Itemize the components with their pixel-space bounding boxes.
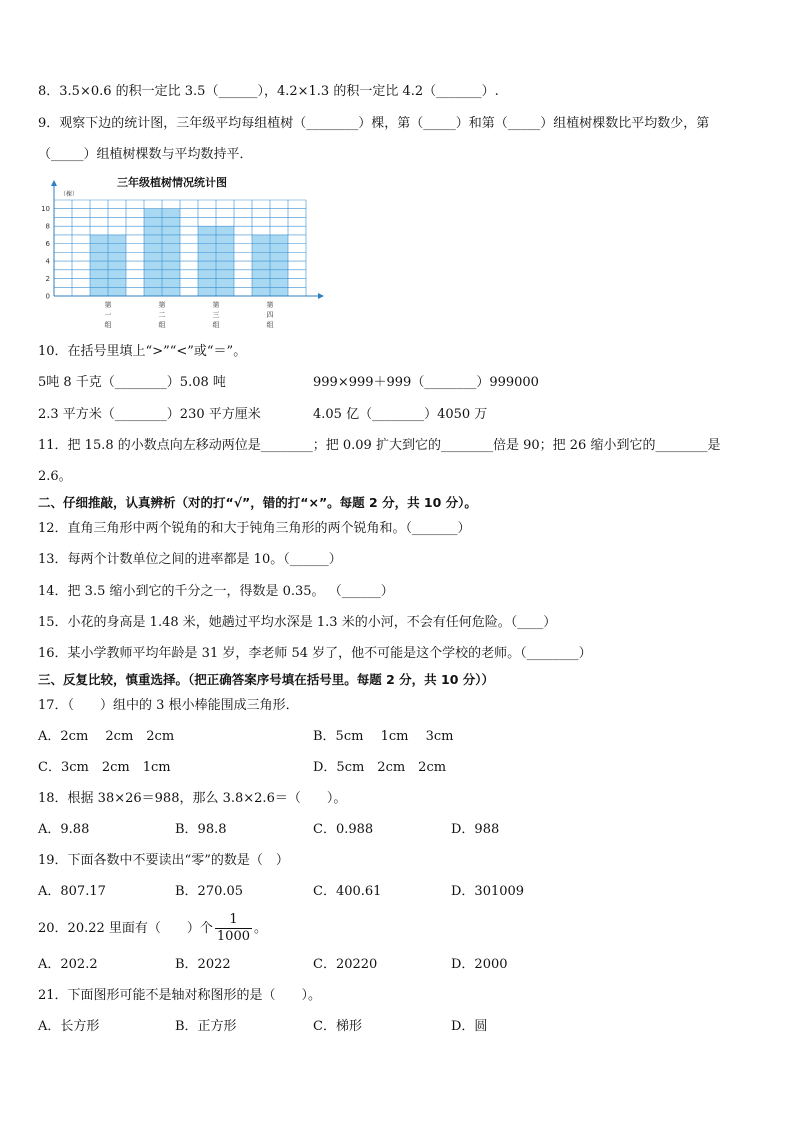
x-tick-char: 第 — [158, 301, 166, 309]
y-axis-arrow — [51, 180, 57, 186]
question-20-text: 20．20.22 里面有（ ）个 — [38, 921, 213, 936]
question-18-option-a: A．9.88 — [38, 822, 90, 837]
y-tick-label: 10 — [41, 205, 50, 214]
question-10-row1-right: 999×999＋999（________）999000 — [313, 375, 539, 390]
question-21-option-a: A．长方形 — [38, 1019, 100, 1034]
x-tick-char: 一 — [104, 311, 112, 319]
question-12: 12．直角三角形中两个锐角的和大于钝角三角形的两个锐角和。（_______） — [38, 521, 471, 536]
question-19-option-c: C．400.61 — [313, 884, 382, 899]
question-16: 16．某小学教师平均年龄是 31 岁，李老师 54 岁了，他不可能是这个学校的老师。（________） — [38, 646, 592, 661]
question-9-line2: （_____）组植树棵数与平均数持平． — [38, 147, 253, 162]
question-17: 17．（ ）组中的 3 根小棒能围成三角形． — [38, 698, 299, 713]
question-19-option-a: A．807.17 — [38, 884, 106, 899]
fraction-denominator: 1000 — [216, 929, 250, 944]
fraction — [215, 912, 252, 945]
question-13: 13．每两个计数单位之间的进率都是 10。（______） — [38, 552, 342, 567]
question-11-line1: 11．把 15.8 的小数点向左移动两位是________；把 0.09 扩大到它的________倍是 90；把 26 缩小到它的________是 — [38, 438, 721, 453]
y-tick-label: 6 — [45, 240, 50, 249]
question-17-option-b: B．5cm 1cm 3cm — [313, 729, 454, 744]
question-21-option-d: D．圆 — [451, 1019, 488, 1034]
question-20 — [38, 912, 267, 946]
question-8: 8．3.5×0.6 的积一定比 3.5（______），4.2×1.3 的积一定比 4.2（_______）. — [38, 84, 499, 99]
question-18-option-d: D．988 — [451, 822, 500, 837]
section-2-heading: 二、仔细推敲，认真辨析（对的打“√”，错的打“×”。每题 2 分，共 10 分）。 — [38, 495, 477, 510]
question-10: 10．在括号里填上“>”“<”或“＝”。 — [38, 344, 247, 359]
question-18-option-c: C．0.988 — [313, 822, 374, 837]
y-tick-label: 0 — [45, 292, 50, 301]
section-3-heading: 三、反复比较，慎重选择。（把正确答案序号填在括号里。每题 2 分，共 10 分）） — [38, 672, 495, 687]
y-tick-label: 4 — [45, 257, 50, 266]
question-21-option-c: C．梯形 — [313, 1019, 362, 1034]
x-tick-char: 三 — [212, 311, 220, 319]
question-17-option-c: C．3cm 2cm 1cm — [38, 760, 171, 775]
question-19-option-b: B．270.05 — [175, 884, 244, 899]
question-20-option-d: D．2000 — [451, 957, 508, 972]
x-tick-char: 组 — [212, 321, 220, 329]
question-10-row1-left: 5吨 8 千克（________）5.08 吨 — [38, 375, 226, 390]
question-20-option-a: A．202.2 — [38, 957, 98, 972]
x-tick-char: 组 — [266, 321, 274, 329]
question-10-row2-left: 2.3 平方米（________）230 平方厘米 — [38, 407, 261, 422]
question-11-line2: 2.6。 — [38, 469, 72, 484]
x-tick-label — [105, 300, 112, 329]
x-tick-label — [267, 300, 274, 329]
chart-title: 三年级植树情况统计图 — [117, 176, 227, 189]
question-21: 21．下面图形可能不是轴对称图形的是（ ）。 — [38, 988, 322, 1003]
question-20-option-b: B．2022 — [175, 957, 231, 972]
x-tick-char: 第 — [104, 301, 112, 309]
x-tick-char: 组 — [104, 321, 112, 329]
question-19-option-d: D．301009 — [451, 884, 525, 899]
question-9-line1: 9．观察下边的统计图，三年级平均每组植树（________）棵，第（_____）和第（_____）组植树棵数比平均数少，第 — [38, 116, 710, 131]
bar-chart — [38, 168, 338, 333]
question-17-option-a: A．2cm 2cm 2cm — [38, 729, 175, 744]
question-19: 19．下面各数中不要读出“零”的数是（ ） — [38, 853, 289, 868]
x-tick-char: 第 — [266, 301, 274, 309]
x-axis-arrow — [318, 293, 324, 299]
fraction-numerator: 1 — [215, 912, 252, 929]
question-20-end: 。 — [254, 921, 268, 936]
x-tick-char: 第 — [212, 301, 220, 309]
question-14: 14．把 3.5 缩小到它的千分之一，得数是 0.35。 （______） — [38, 584, 394, 599]
x-tick-char: 二 — [158, 311, 166, 319]
question-15: 15．小花的身高是 1.48 米，她趟过平均水深是 1.3 米的小河，不会有任何危险。（____） — [38, 615, 557, 630]
x-tick-char: 组 — [158, 321, 166, 329]
y-tick-label: 8 — [45, 222, 50, 231]
x-tick-label — [159, 300, 166, 329]
question-21-option-b: B．正方形 — [175, 1019, 237, 1034]
x-tick-label — [213, 300, 220, 329]
y-tick-label: 2 — [45, 275, 50, 284]
question-17-option-d: D．5cm 2cm 2cm — [313, 760, 447, 775]
x-tick-char: 四 — [266, 311, 274, 319]
question-20-option-c: C．20220 — [313, 957, 378, 972]
question-18-option-b: B．98.8 — [175, 822, 227, 837]
y-axis-label: （棵） — [60, 191, 79, 198]
question-18: 18．根据 38×26＝988，那么 3.8×2.6＝（ ）。 — [38, 791, 347, 806]
question-10-row2-right: 4.05 亿（________）4050 万 — [313, 407, 488, 422]
